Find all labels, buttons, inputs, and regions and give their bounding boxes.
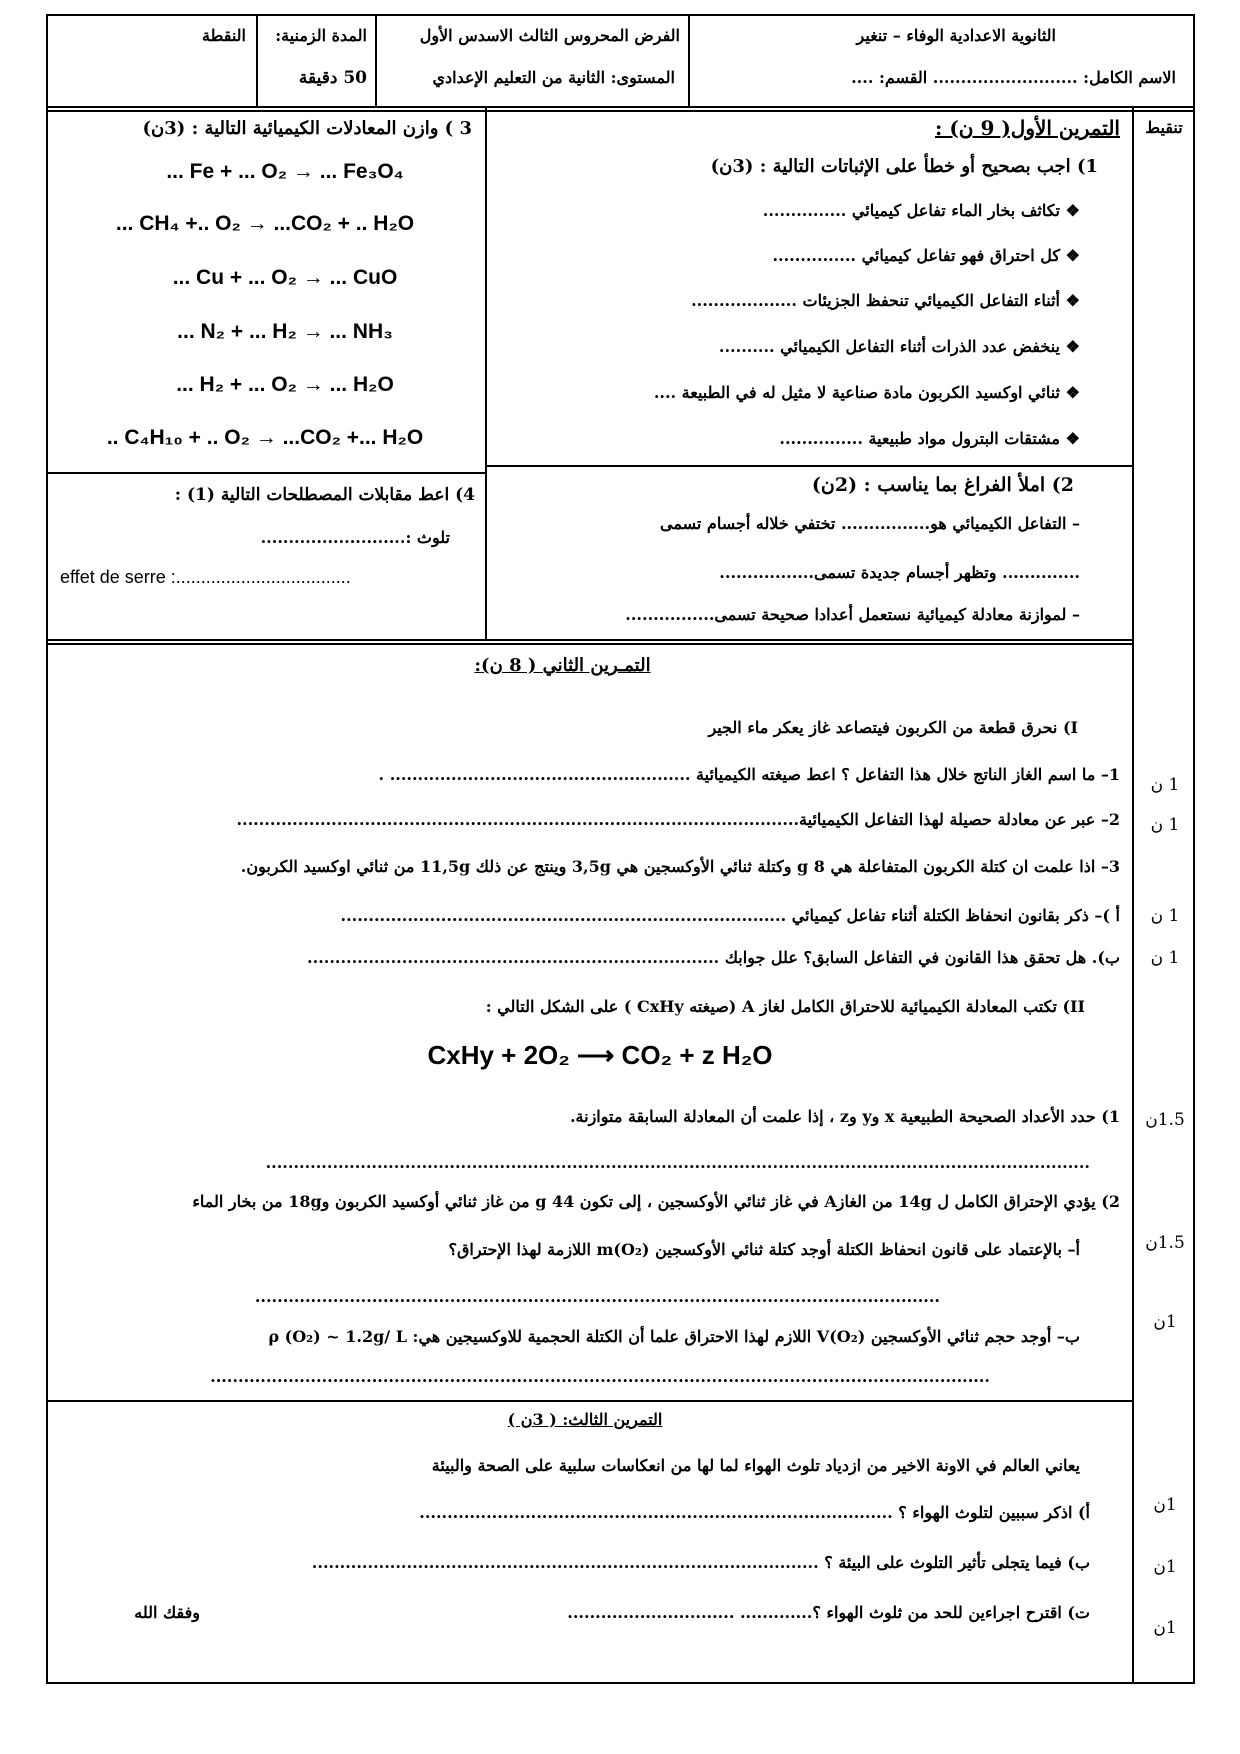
ex3-qc: ت) اقترح اجراءين للحد من ثلوث الهواء ؟............. .............................. xyxy=(567,1603,1090,1622)
bullet-icon: ❖ xyxy=(1065,246,1080,265)
bullet-icon: ❖ xyxy=(1065,383,1080,402)
ex1-left-subdivider xyxy=(46,472,485,474)
bullet-icon: ❖ xyxy=(1065,291,1080,310)
level-label: المستوى: الثانية من التعليم الإعدادي xyxy=(432,68,675,87)
ex2-title: التمـرين الثاني ( 8 ن): xyxy=(474,655,651,676)
ex3-qa: أ) اذكر سببين لتلوث الهواء ؟ ..................................................................................... xyxy=(419,1503,1090,1522)
ex1-right-subdivider xyxy=(485,465,1132,467)
header-bottom-line-2 xyxy=(46,110,1195,112)
ex1-q2-line: – لموازنة معادلة كيميائية نستعمل أعدادا صحيحة تسمى................ xyxy=(625,605,1080,624)
ex3-qb: ب) فيما يتجلى تأثير التلوث على البيئة ؟ ........................................................................................... xyxy=(311,1553,1090,1572)
ex1-q2-title: 2) املأ الفراغ بما يناسب : (2ن) xyxy=(811,474,1074,496)
ex2-q1: 1– ما اسم الغاز الناتج خلال هذا التفاعل ؟ اعط صيغته الكيميائية ...................................................... . xyxy=(378,765,1120,784)
ex1-q1-item: ❖كل احتراق فهو تفاعل كيميائي ............... xyxy=(772,246,1080,265)
ex1-q4-title: 4) اعط مقابلات المصطلحات التالية (1) : xyxy=(174,485,475,505)
header-divider-1 xyxy=(688,14,690,108)
margin-point: 1ن xyxy=(1153,1618,1177,1638)
bullet-icon: ❖ xyxy=(1065,201,1080,220)
margin-point: 1ن xyxy=(1153,1312,1177,1332)
ex1-q4-item: تلوث :.......................... xyxy=(260,528,450,547)
ex1-q2-line: .............. وتظهر أجسام جديدة تسمى................. xyxy=(719,563,1080,582)
ex2-q4-dots: .................................................................................................................................................... xyxy=(265,1153,1090,1172)
exam-title: الفرض المحروس الثالث الاسدس الأول xyxy=(419,26,680,45)
ex3-title: التمرين الثالث: ( 3ن ) xyxy=(507,1410,663,1429)
ex1-bottom-line xyxy=(46,639,1132,641)
bullet-icon: ❖ xyxy=(1065,429,1080,448)
student-name-line: الاسم الكامل: .......................... القسم: .... xyxy=(851,68,1176,87)
ex2-equation: CxHy + 2O₂ ⟶ CO₂ + z H₂O xyxy=(427,1040,773,1070)
equation-line: .. C₄H₁₀ + .. O₂ → ...CO₂ +... H₂O xyxy=(106,426,424,449)
ex1-q1-item: ❖ينخفض عدد الذرات أثناء التفاعل الكيميائي .......... xyxy=(718,337,1080,356)
ex1-q2-line: – التفاعل الكيميائي هو................ تختفي خلاله أجسام تسمى xyxy=(660,514,1080,533)
ex2-part-I: I) نحرق قطعة من الكربون فيتصاعد غاز يعكر ماء الجير xyxy=(708,718,1078,737)
ex2-q5: 2) يؤدي الإحتراق الكامل ل 14g من الغازA في غاز ثنائي الأوكسجين ، إلى تكون 44 g من غاز ثنائي أوكسيد الكربون و18g من بخار الماء xyxy=(192,1192,1120,1211)
ex1-q1-item: ❖مشتقات البترول مواد طبيعية ............... xyxy=(779,429,1080,448)
ex2-q3a: أ )– ذكر بقانون انحفاظ الكتلة أثناء تفاعل كيميائي ................................................................................ xyxy=(340,906,1120,925)
ex2-q5a-dots: ........................................................................................................................... xyxy=(254,1287,940,1306)
ex2-q4: 1) حدد الأعداد الصحيحة الطبيعية x وy وz ، إذا علمت أن المعادلة السابقة متوازنة. xyxy=(569,1107,1120,1126)
margin-label: تنقيط xyxy=(1145,118,1183,137)
equation-line: ... CH₄ +.. O₂ → ...CO₂ + .. H₂O xyxy=(115,212,415,235)
ex2-bottom-line xyxy=(46,1400,1132,1402)
ex1-q4-item: effet de serre :................................... xyxy=(60,567,351,587)
margin-column-line xyxy=(1132,108,1134,1684)
ex1-q1-title: 1) اجب بصحيح أو خطأ على الإثباتات التالية : (3ن) xyxy=(710,156,1098,177)
ex1-center-divider xyxy=(485,108,487,640)
ex2-part-II: II) تكتب المعادلة الكيميائية للاحتراق الكامل لغاز A (صيغته CxHy ) على الشكل التالي : xyxy=(485,997,1085,1016)
ex1-q1-item: ❖ثنائي اوكسيد الكربون مادة صناعية لا مثيل له في الطبيعة .... xyxy=(653,383,1080,402)
ex1-q1-item: ❖تكاثف بخار الماء تفاعل كيميائي ............... xyxy=(762,201,1080,220)
ex2-q3: 3– اذا علمت ان كتلة الكربون المتفاعلة هي 8 g وكتلة ثنائي الأوكسجين هي 3,5g وينتج عن ذلك 11,5g من ثنائي اوكسيد الكربون. xyxy=(240,857,1120,876)
header-divider-2 xyxy=(375,14,377,108)
margin-point: 1.5ن xyxy=(1145,1233,1185,1253)
equation-line: ... H₂ + ... O₂ → ... H₂O xyxy=(176,373,394,396)
margin-point: 1ن xyxy=(1153,1495,1177,1515)
header-divider-3 xyxy=(256,14,258,108)
ex1-title: التمرين الأول( 9 ن) : xyxy=(934,116,1120,140)
ex1-bottom-line-2 xyxy=(46,643,1132,645)
equation-line: ... Cu + ... O₂ → ... CuO xyxy=(172,266,398,289)
ex2-q2: 2– عبر عن معادلة حصيلة لهذا التفاعل الكيميائية..................................................................................................... xyxy=(236,810,1120,829)
ex2-q5b: ب– أوجد حجم ثنائي الأوكسجين V(O₂) اللازم لهذا الاحتراق علما أن الكتلة الحجمية للاوكسيجين هي: ρ (O₂) ~ 1.2g/ L xyxy=(268,1327,1080,1346)
ex1-q3-title: 3 ) وازن المعادلات الكيميائية التالية : (3ن) xyxy=(142,118,472,139)
closing-note: وفقك الله xyxy=(134,1603,200,1622)
margin-point: 1 ن xyxy=(1150,815,1180,835)
equation-line: ... N₂ + ... H₂ → ... NH₃ xyxy=(177,320,393,343)
margin-point: 1 ن xyxy=(1150,775,1180,795)
ex2-q5a: أ– بالإعتماد على قانون انحفاظ الكتلة أوجد كتلة ثنائي الأوكسجين m(O₂) اللازمة لهذا الإحتراق؟ xyxy=(448,1240,1080,1259)
duration-value: 50 دقيقة xyxy=(298,68,367,88)
header-bottom-line xyxy=(46,106,1195,108)
duration-label: المدة الزمنية: xyxy=(275,26,367,45)
margin-point: 1 ن xyxy=(1150,906,1180,926)
margin-point: 1 ن xyxy=(1150,948,1180,968)
ex2-q5b-dots: ............................................................................................................................................ xyxy=(210,1367,990,1386)
ex1-q1-item: ❖أثناء التفاعل الكيميائي تنحفظ الجزيئات ................... xyxy=(691,291,1080,310)
margin-point: 1ن xyxy=(1153,1557,1177,1577)
ex3-intro: يعاني العالم في الاونة الاخير من ازدياد تلوث الهواء لما لها من انعكاسات سلبية على الصحة والبيئة xyxy=(431,1456,1080,1475)
grade-label: النقطة xyxy=(202,26,246,45)
ex2-q3b: ب). هل تحقق هذا القانون في التفاعل السابق؟ علل جوابك .......................................................................... xyxy=(307,948,1120,967)
equation-line: ... Fe + ... O₂ → ... Fe₃O₄ xyxy=(166,160,404,183)
school-name: الثانوية الاعدادية الوفاء – تنغير xyxy=(856,26,1056,45)
bullet-icon: ❖ xyxy=(1065,337,1080,356)
margin-point: 1.5ن xyxy=(1145,1110,1185,1130)
